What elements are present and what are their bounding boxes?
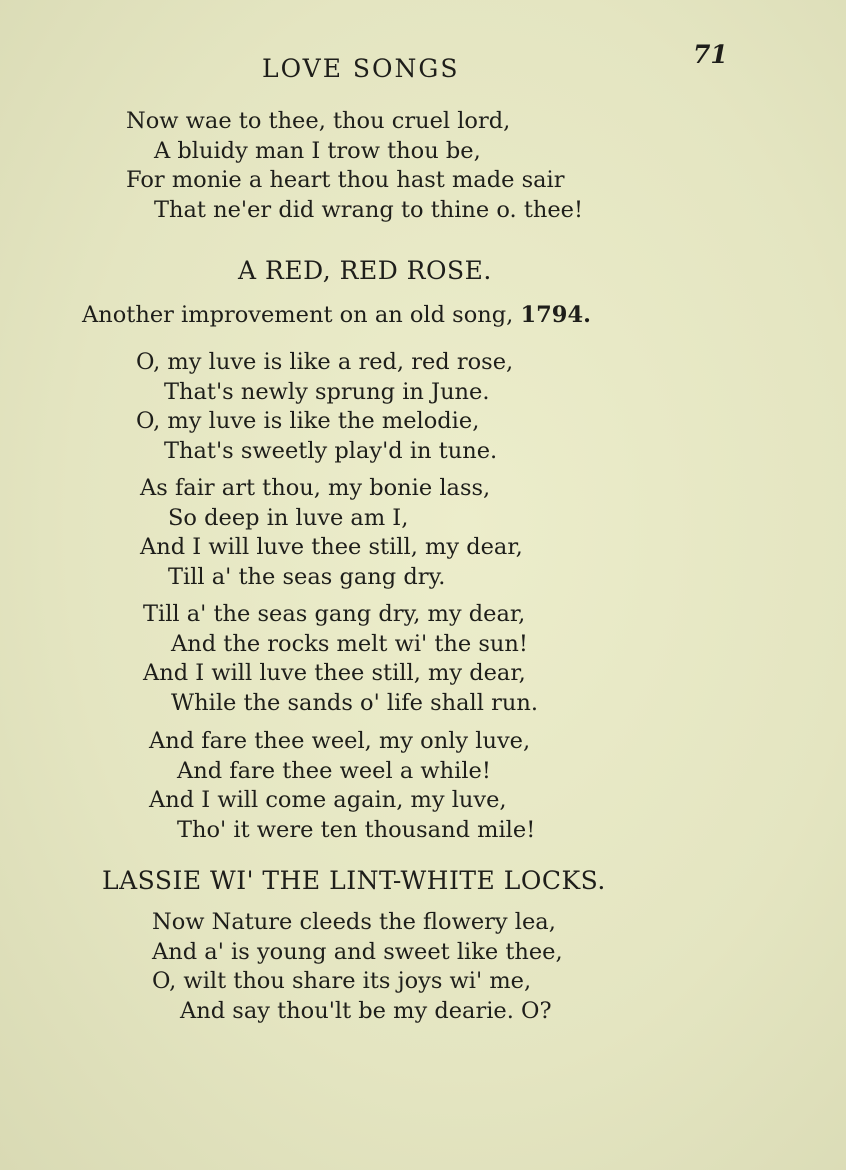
page-number: 71 [693, 40, 728, 69]
verse-line: And a' is young and sweet like thee, [152, 938, 563, 965]
verse-line: And fare thee weel, my only luve, [149, 728, 531, 754]
subtitle-text: Another improvement on an old song, [82, 302, 514, 328]
verse-line: And I will luve thee still, my dear, [143, 660, 526, 686]
verse-line: And the rocks melt wi' the sun! [171, 630, 528, 657]
verse-line: Till a' the seas gang dry. [168, 563, 446, 590]
stanza [149, 727, 535, 845]
poem-title: LASSIE WI' THE LINT-WHITE LOCKS. [102, 866, 606, 895]
verse-line: Till a' the seas gang dry, my dear, [143, 601, 526, 627]
verse-line: While the sands o' life shall run. [171, 689, 538, 716]
poem-title: A RED, RED ROSE. [238, 256, 492, 285]
verse-line: That's newly sprung in June. [164, 378, 490, 405]
stanza [136, 348, 513, 466]
verse-line: A bluidy man I trow thou be, [154, 137, 481, 164]
verse-line: And I will luve thee still, my dear, [140, 534, 523, 560]
stanza [143, 600, 538, 718]
verse-line: So deep in luve am I, [168, 504, 409, 531]
running-head: LOVE SONGS [262, 54, 460, 83]
verse-line: Now Nature cleeds the flowery lea, [152, 909, 556, 935]
subtitle-year: 1794. [520, 302, 591, 328]
stanza [152, 908, 563, 1026]
verse-line: That's sweetly play'd in tune. [164, 437, 498, 464]
verse-line: And fare thee weel a while! [177, 757, 491, 784]
verse-line: For monie a heart thou hast made sair [126, 167, 565, 193]
verse-line: O, my luve is like a red, red rose, [136, 349, 514, 375]
verse-line: O, wilt thou share its joys wi' me, [152, 968, 532, 994]
verse-line: That ne'er did wrang to thine o. thee! [154, 196, 584, 223]
verse-line: And say thou'lt be my dearie. O? [180, 997, 552, 1024]
verse-line: O, my luve is like the melodie, [136, 408, 480, 434]
verse-line: Now wae to thee, thou cruel lord, [126, 108, 511, 134]
poem-subtitle [82, 302, 591, 328]
verse-line: Tho' it were ten thousand mile! [177, 816, 536, 843]
stanza [140, 474, 523, 592]
verse-line: As fair art thou, my bonie lass, [140, 475, 491, 501]
verse-line: And I will come again, my luve, [149, 787, 507, 813]
opening-stanza [126, 107, 583, 225]
